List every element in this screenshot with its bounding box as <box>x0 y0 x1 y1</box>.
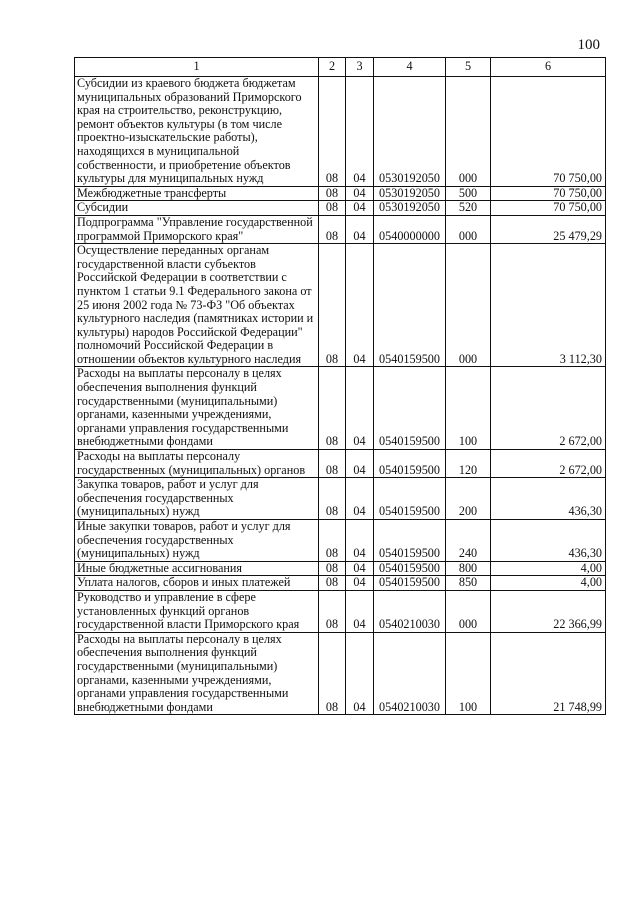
row-target-code-cell: 0540159500 <box>374 478 446 520</box>
column-header: 4 <box>374 58 446 77</box>
row-expense-type-cell: 000 <box>446 244 491 367</box>
row-expense-type-cell: 240 <box>446 520 491 562</box>
row-name-cell: Иные закупки товаров, работ и услуг для обеспечения государственных (муниципальных) нужд <box>75 520 319 562</box>
row-amount-cell: 70 750,00 <box>491 186 606 201</box>
row-amount-cell: 25 479,29 <box>491 215 606 243</box>
row-amount-cell: 3 112,30 <box>491 244 606 367</box>
row-section-cell: 08 <box>319 367 346 450</box>
table-row <box>75 186 606 201</box>
table-row <box>75 590 606 632</box>
row-section-cell: 08 <box>319 632 346 715</box>
row-amount-cell: 436,30 <box>491 520 606 562</box>
table-row <box>75 576 606 591</box>
row-subsection-cell: 04 <box>346 367 374 450</box>
row-section-cell: 08 <box>319 215 346 243</box>
row-expense-type-cell: 100 <box>446 632 491 715</box>
row-name-cell: Расходы на выплаты персоналу государственных (муниципальных) органов <box>75 450 319 478</box>
table-row <box>75 77 606 187</box>
column-header: 6 <box>491 58 606 77</box>
row-amount-cell: 4,00 <box>491 561 606 576</box>
row-section-cell: 08 <box>319 201 346 216</box>
row-target-code-cell: 0530192050 <box>374 201 446 216</box>
row-name-cell: Закупка товаров, работ и услуг для обеспечения государственных (муниципальных) нужд <box>75 478 319 520</box>
row-section-cell: 08 <box>319 186 346 201</box>
row-expense-type-cell: 200 <box>446 478 491 520</box>
row-subsection-cell: 04 <box>346 520 374 562</box>
table-row <box>75 450 606 478</box>
row-subsection-cell: 04 <box>346 450 374 478</box>
row-target-code-cell: 0540159500 <box>374 520 446 562</box>
row-expense-type-cell: 100 <box>446 367 491 450</box>
table-row <box>75 561 606 576</box>
row-subsection-cell: 04 <box>346 478 374 520</box>
table-row <box>75 367 606 450</box>
row-target-code-cell: 0540159500 <box>374 561 446 576</box>
row-expense-type-cell: 500 <box>446 186 491 201</box>
row-amount-cell: 4,00 <box>491 576 606 591</box>
column-header: 3 <box>346 58 374 77</box>
row-section-cell: 08 <box>319 77 346 187</box>
row-name-cell: Расходы на выплаты персоналу в целях обеспечения выполнения функций государственными (муниципальными) органами, казенными учреждениями, органами управления государственными внебюджетными фондами <box>75 632 319 715</box>
row-section-cell: 08 <box>319 561 346 576</box>
table-row <box>75 520 606 562</box>
row-amount-cell: 436,30 <box>491 478 606 520</box>
row-expense-type-cell: 800 <box>446 561 491 576</box>
row-amount-cell: 21 748,99 <box>491 632 606 715</box>
row-expense-type-cell: 000 <box>446 590 491 632</box>
column-header: 5 <box>446 58 491 77</box>
row-amount-cell: 2 672,00 <box>491 367 606 450</box>
row-name-cell: Межбюджетные трансферты <box>75 186 319 201</box>
table-header-row <box>75 58 606 77</box>
row-name-cell: Подпрограмма "Управление государственной программой Приморского края" <box>75 215 319 243</box>
row-section-cell: 08 <box>319 244 346 367</box>
row-expense-type-cell: 000 <box>446 77 491 187</box>
row-target-code-cell: 0540159500 <box>374 244 446 367</box>
column-header: 2 <box>319 58 346 77</box>
row-subsection-cell: 04 <box>346 186 374 201</box>
row-subsection-cell: 04 <box>346 77 374 187</box>
row-target-code-cell: 0530192050 <box>374 77 446 187</box>
row-subsection-cell: 04 <box>346 561 374 576</box>
budget-table <box>74 57 606 715</box>
row-subsection-cell: 04 <box>346 576 374 591</box>
table-row <box>75 478 606 520</box>
column-header: 1 <box>75 58 319 77</box>
row-amount-cell: 2 672,00 <box>491 450 606 478</box>
table-row <box>75 632 606 715</box>
row-expense-type-cell: 120 <box>446 450 491 478</box>
row-target-code-cell: 0540159500 <box>374 367 446 450</box>
row-name-cell: Уплата налогов, сборов и иных платежей <box>75 576 319 591</box>
row-target-code-cell: 0530192050 <box>374 186 446 201</box>
row-target-code-cell: 0540210030 <box>374 590 446 632</box>
row-subsection-cell: 04 <box>346 590 374 632</box>
row-expense-type-cell: 520 <box>446 201 491 216</box>
row-subsection-cell: 04 <box>346 632 374 715</box>
row-subsection-cell: 04 <box>346 215 374 243</box>
page-number: 100 <box>577 37 600 53</box>
row-name-cell: Субсидии <box>75 201 319 216</box>
row-name-cell: Расходы на выплаты персоналу в целях обеспечения выполнения функций государственными (муниципальными) органами, казенными учреждениями, органами управления государственными внебюджетными фондами <box>75 367 319 450</box>
row-section-cell: 08 <box>319 520 346 562</box>
row-amount-cell: 70 750,00 <box>491 77 606 187</box>
row-name-cell: Субсидии из краевого бюджета бюджетам муниципальных образований Приморского края на строительство, реконструкцию, ремонт объектов культуры (в том числе проектно-изыскательские работы), находящихся в муниципальной собственности, и приобретение объектов культуры для муниципальных нужд <box>75 77 319 187</box>
row-name-cell: Иные бюджетные ассигнования <box>75 561 319 576</box>
row-expense-type-cell: 000 <box>446 215 491 243</box>
row-target-code-cell: 0540159500 <box>374 450 446 478</box>
row-section-cell: 08 <box>319 590 346 632</box>
row-name-cell: Руководство и управление в сфере установленных функций органов государственной власти Приморского края <box>75 590 319 632</box>
row-target-code-cell: 0540000000 <box>374 215 446 243</box>
row-subsection-cell: 04 <box>346 244 374 367</box>
table-row <box>75 215 606 243</box>
row-amount-cell: 70 750,00 <box>491 201 606 216</box>
row-section-cell: 08 <box>319 478 346 520</box>
row-name-cell: Осуществление переданных органам государственной власти субъектов Российской Федерации в соответствии с пунктом 1 статьи 9.1 Федерального закона от 25 июня 2002 года № 73-ФЗ "Об объектах культурного наследия (памятниках истории и культуры) народов Российской Федерации" полномочий Российской Федерации в отношении объектов культурного наследия <box>75 244 319 367</box>
table-row <box>75 244 606 367</box>
row-amount-cell: 22 366,99 <box>491 590 606 632</box>
row-section-cell: 08 <box>319 450 346 478</box>
row-section-cell: 08 <box>319 576 346 591</box>
row-subsection-cell: 04 <box>346 201 374 216</box>
row-expense-type-cell: 850 <box>446 576 491 591</box>
table-row <box>75 201 606 216</box>
row-target-code-cell: 0540210030 <box>374 632 446 715</box>
row-target-code-cell: 0540159500 <box>374 576 446 591</box>
